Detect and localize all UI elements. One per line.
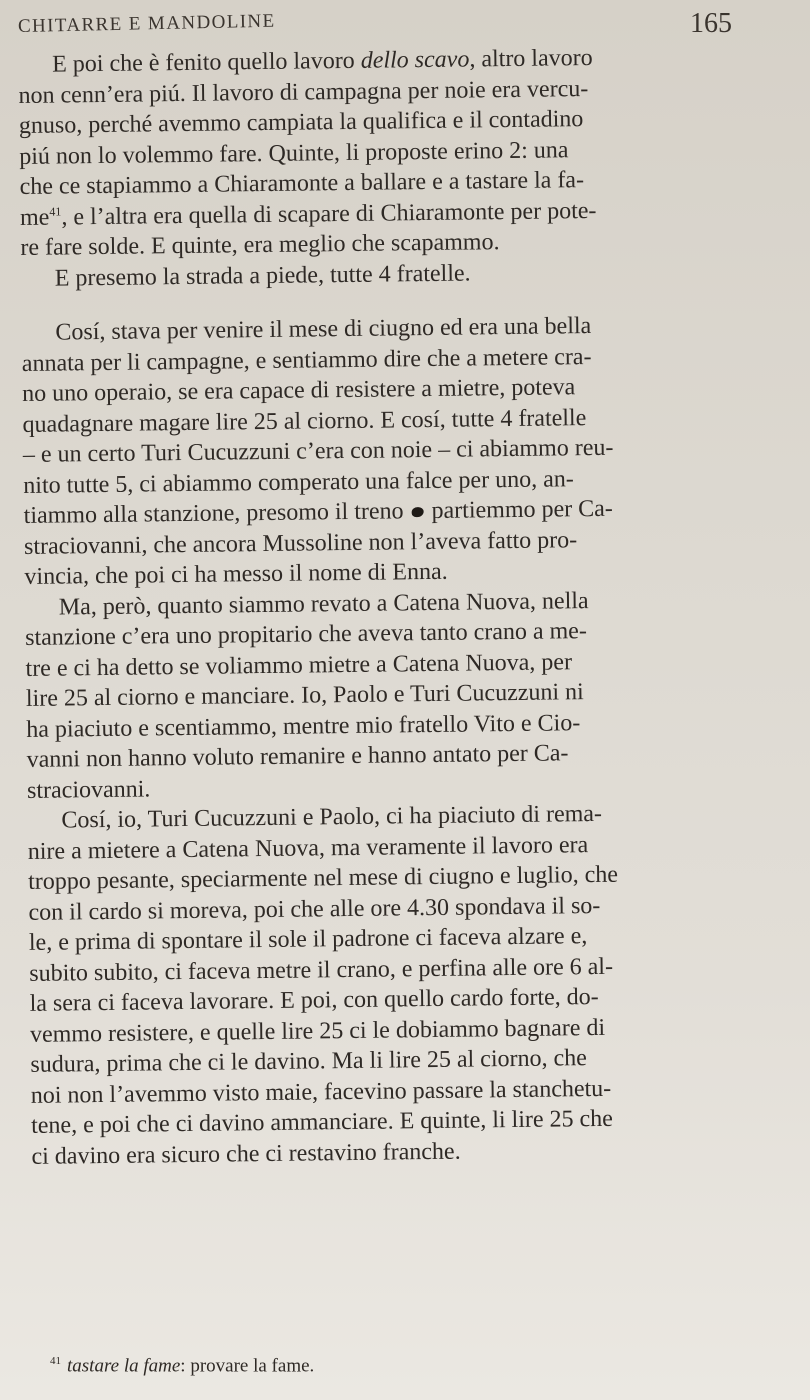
text-line: che ce stapiammo a Chiaramonte a ballare e a tastare la fa- bbox=[19, 167, 585, 200]
footnote-term: tastare la fame bbox=[67, 1355, 181, 1377]
text-line: piú non lo volemmo fare. Quinte, li proposte erino 2: una bbox=[19, 136, 569, 170]
text-line: troppo pesante, speciarmente nel mese di ciugno e luglio, che bbox=[28, 861, 619, 895]
footnote bbox=[50, 1355, 314, 1377]
text-line: stanzione c’era uno propitario che aveva tanto crano a me- bbox=[25, 618, 588, 651]
text-segment: partiemmo per Ca- bbox=[425, 495, 613, 525]
text-line: subito subito, ci faceva metre il crano, e perfina alle ore 6 al- bbox=[29, 953, 614, 987]
text-line: re fare solde. E quinte, era meglio che scapammo. bbox=[20, 229, 500, 261]
paragraph-1 bbox=[18, 41, 751, 263]
text-line: nito tutte 5, ci abiammo comperato una falce per uno, an- bbox=[23, 465, 574, 499]
text-line: – e un certo Turi Cucuzzuni c’era con noie – ci abiammo reu- bbox=[22, 434, 614, 468]
text-segment: tiammo alla stanzione, presomo il treno bbox=[23, 498, 410, 529]
italic-phrase: dello scavo bbox=[360, 46, 470, 74]
text-line: straciovanni. bbox=[26, 775, 151, 804]
text-segment: , e l’altra era quella di scapare di Chiaramonte per pote- bbox=[61, 197, 597, 230]
text-line: lire 25 al ciorno e manciare. Io, Paolo e Turi Cucuzzuni ni bbox=[25, 679, 584, 712]
body-text bbox=[18, 41, 762, 1172]
footnote-reference: 41 bbox=[49, 203, 62, 219]
paragraph-3 bbox=[21, 309, 754, 592]
paragraph-5 bbox=[27, 797, 761, 1172]
text-line: vanni non hanno voluto remanire e hanno antato per Ca- bbox=[26, 740, 569, 773]
text-line: noi non l’avemmo visto maie, facevino passare la stanchetu- bbox=[30, 1075, 612, 1109]
footnote-definition: : provare la fame. bbox=[180, 1355, 315, 1377]
text-line: quadagnare magare lire 25 al ciorno. E cosí, tutte 4 fratelle bbox=[22, 404, 587, 438]
text-line: nire a mietere a Catena Nuova, ma veramente il lavoro era bbox=[27, 831, 589, 865]
text-line: gnuso, perché avemmo campiata la qualifica e il contadino bbox=[18, 106, 584, 139]
page-number: 165 bbox=[690, 8, 732, 39]
paragraph-4 bbox=[25, 584, 758, 806]
ink-blot bbox=[412, 508, 424, 518]
text-segment: me bbox=[19, 204, 50, 231]
text-line: con il cardo si moreva, poi che alle ore 4.30 spondava il so- bbox=[28, 892, 601, 926]
text-line: tene, e poi che ci davino ammanciare. E quinte, li lire 25 che bbox=[30, 1105, 614, 1139]
text-segment: , altro lavoro bbox=[469, 44, 593, 73]
text-line: straciovanni, che ancora Mussoline non l’aveva fatto pro- bbox=[23, 526, 578, 560]
text-line: non cenn’era piú. Il lavoro di campagna per noie era vercu- bbox=[18, 75, 589, 109]
text-segment: E poi che è fenito quello lavoro bbox=[52, 47, 361, 78]
text-line: vincia, che poi ci ha messo il nome di Enna. bbox=[24, 558, 448, 590]
text-line: Cosí, io, Turi Cucuzzuni e Paolo, ci ha piaciuto di rema- bbox=[61, 800, 603, 834]
text-line: tre e ci ha detto se voliammo mietre a Catena Nuova, per bbox=[25, 648, 573, 682]
text-line: Ma, però, quanto siammo revato a Catena Nuova, nella bbox=[58, 587, 589, 621]
text-line: ci davino era sicuro che ci restavino franche. bbox=[31, 1138, 461, 1170]
text-line: ha piaciuto e scentiammo, mentre mio fratello Vito e Cio- bbox=[26, 709, 581, 743]
text-line: sudura, prima che ci le davino. Ma li lire 25 al ciorno, che bbox=[30, 1045, 588, 1078]
text-line: vemmo resistere, e quelle lire 25 ci le dobiammo bagnare di bbox=[29, 1014, 606, 1048]
text-line: la sera ci faceva lavorare. E poi, con quello cardo forte, do- bbox=[29, 983, 599, 1017]
text-line: no uno operaio, se era capace di resistere a mietre, poteva bbox=[22, 374, 576, 407]
text-line: Cosí, stava per venire il mese di ciugno ed era una bella bbox=[55, 313, 592, 346]
running-head: CHITARRE E MANDOLINE bbox=[17, 10, 276, 37]
text-line: le, e prima di spontare il sole il padrone ci faceva alzare e, bbox=[28, 923, 588, 956]
footnote-number: 41 bbox=[50, 1355, 61, 1367]
text-line: annata per li campagne, e sentiammo dire che a metere cra- bbox=[21, 343, 592, 377]
text-line: E presemo la strada a piede, tutte 4 fratelle. bbox=[54, 259, 471, 292]
